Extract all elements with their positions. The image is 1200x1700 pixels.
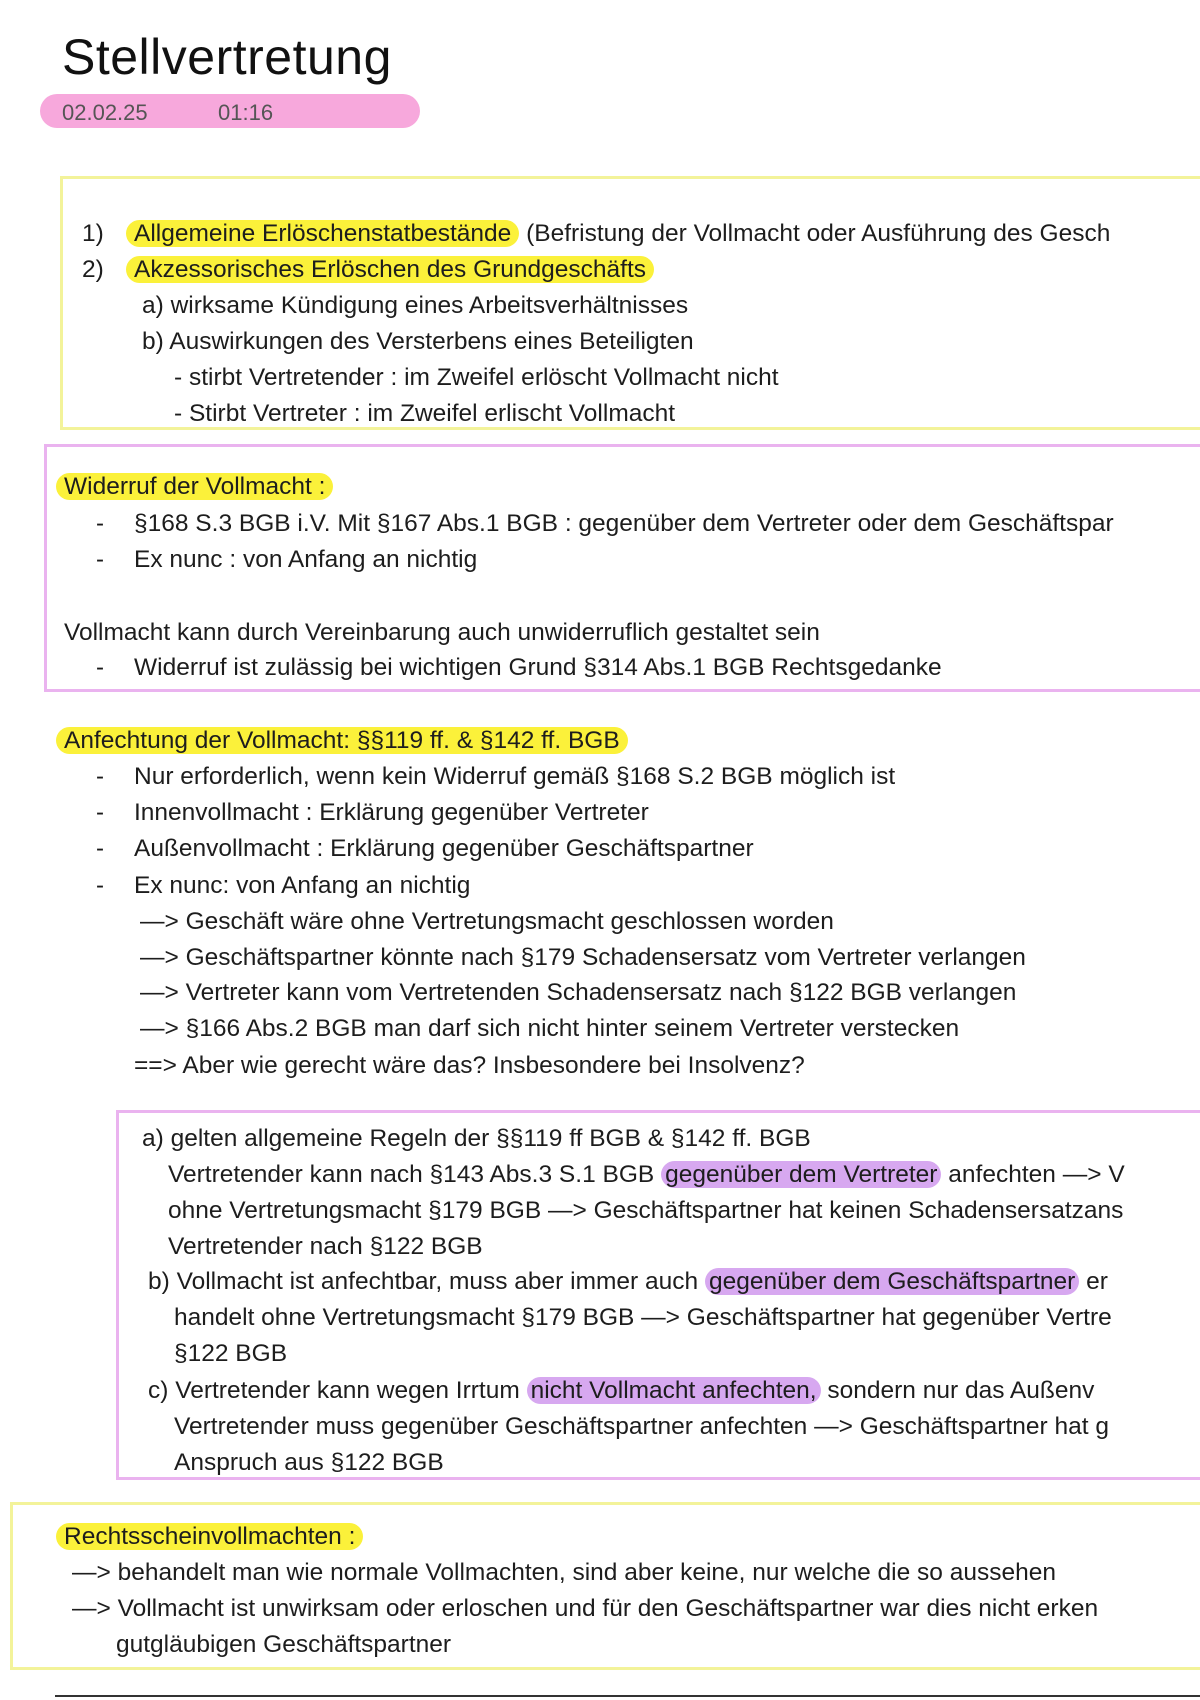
- bullet-dash: -: [96, 872, 104, 899]
- item-1-highlight: Allgemeine Erlöschenstatbestände: [126, 220, 519, 247]
- option-c-line-1: [148, 1375, 1094, 1407]
- date-label: 02.02.25: [62, 100, 148, 125]
- bullet-dash: -: [96, 546, 104, 573]
- anfechtung-bullet-3: Außenvollmacht : Erklärung gegenüber Geschäftspartner: [134, 835, 754, 862]
- anfechtung-heading-highlight: Anfechtung der Vollmacht: §§119 ff. & §142 ff. BGB: [56, 727, 628, 754]
- option-a-line-3: ohne Vertretungsmacht §179 BGB —> Geschäftspartner hat keinen Schadensersatzans: [168, 1197, 1124, 1224]
- option-a-line-1: a) gelten allgemeine Regeln der §§119 ff BGB & §142 ff. BGB: [142, 1125, 811, 1152]
- item-1-rest: (Befristung der Vollmacht oder Ausführung des Gesch: [519, 220, 1111, 247]
- bullet-dash: -: [96, 799, 104, 826]
- anfechtung-heading: [64, 725, 628, 757]
- item-2b-1: - stirbt Vertretender : im Zweifel erlöscht Vollmacht nicht: [174, 364, 779, 391]
- anfechtung-bullet-1: Nur erforderlich, wenn kein Widerruf gemäß §168 S.2 BGB möglich ist: [134, 763, 896, 790]
- bullet-dash: -: [96, 763, 104, 790]
- item-2b-2: - Stirbt Vertreter : im Zweifel erlischt Vollmacht: [174, 400, 676, 427]
- option-c-line-1-post: sondern nur das Außenv: [820, 1377, 1095, 1404]
- time-label: 01:16: [218, 100, 274, 125]
- option-c-line-2: Vertretender muss gegenüber Geschäftspartner anfechten —> Geschäftspartner hat g: [174, 1413, 1109, 1440]
- option-a-line-2: [168, 1159, 1125, 1191]
- widerruf-paragraph: Vollmacht kann durch Vereinbarung auch unwiderruflich gestaltet sein: [64, 619, 820, 646]
- option-b-line-1: [148, 1266, 1108, 1298]
- widerruf-bullet-1: §168 S.3 BGB i.V. Mit §167 Abs.1 BGB : gegenüber dem Vertreter oder dem Geschäftspar: [134, 510, 1114, 537]
- option-c-line-1-pre: c) Vertretender kann wegen Irrtum: [148, 1377, 527, 1404]
- option-b-line-3: §122 BGB: [174, 1340, 288, 1367]
- anfechtung-arrow-2: —> Geschäftspartner könnte nach §179 Schadensersatz vom Vertreter verlangen: [140, 944, 1026, 971]
- option-b-line-1-pre: b) Vollmacht ist anfechtbar, muss aber immer auch: [148, 1268, 705, 1295]
- rechtsschein-heading-highlight: Rechtsscheinvollmachten :: [56, 1523, 363, 1550]
- widerruf-bullet-2: Ex nunc : von Anfang an nichtig: [134, 546, 478, 573]
- option-a-line-4: Vertretender nach §122 BGB: [168, 1233, 483, 1260]
- date-time-bar: [40, 94, 420, 128]
- anfechtung-arrow-4: —> §166 Abs.2 BGB man darf sich nicht hinter seinem Vertreter verstecken: [140, 1015, 960, 1042]
- anfechtung-bullet-2: Innenvollmacht : Erklärung gegenüber Vertreter: [134, 799, 649, 826]
- option-b-line-1-post: er: [1079, 1268, 1108, 1295]
- item-1-text: [134, 218, 1110, 250]
- option-a-highlight: gegenüber dem Vertreter: [661, 1161, 941, 1188]
- option-a-line-2-pre: Vertretender kann nach §143 Abs.3 S.1 BGB: [168, 1161, 662, 1188]
- widerruf-bullet-3: Widerruf ist zulässig bei wichtigen Grund §314 Abs.1 BGB Rechtsgedanke: [134, 654, 942, 681]
- anfechtung-question: ==> Aber wie gerecht wäre das? Insbesondere bei Insolvenz?: [134, 1052, 805, 1079]
- option-a-line-2-post: anfechten —> V: [941, 1161, 1125, 1188]
- item-1-number: 1): [82, 220, 104, 247]
- item-2-number: 2): [82, 256, 104, 283]
- page-title: Stellvertretung: [62, 29, 392, 85]
- anfechtung-arrow-1: —> Geschäft wäre ohne Vertretungsmacht geschlossen worden: [140, 908, 834, 935]
- bullet-dash: -: [96, 654, 104, 681]
- option-c-highlight: nicht Vollmacht anfechten,: [527, 1377, 821, 1404]
- item-2b: b) Auswirkungen des Versterbens eines Beteiligten: [142, 328, 694, 355]
- rechtsschein-line-3: gutgläubigen Geschäftspartner: [116, 1631, 452, 1658]
- bullet-dash: -: [96, 835, 104, 862]
- bullet-dash: -: [96, 510, 104, 537]
- anfechtung-arrow-3: —> Vertreter kann vom Vertretenden Schadensersatz nach §122 BGB verlangen: [140, 979, 1017, 1006]
- option-b-line-2: handelt ohne Vertretungsmacht §179 BGB —> Geschäftspartner hat gegenüber Vertre: [174, 1304, 1112, 1331]
- rechtsschein-heading: [64, 1521, 363, 1553]
- item-2-highlight: Akzessorisches Erlöschen des Grundgeschäfts: [126, 256, 654, 283]
- anfechtung-bullet-4: Ex nunc: von Anfang an nichtig: [134, 872, 471, 899]
- widerruf-heading-highlight: Widerruf der Vollmacht :: [56, 473, 333, 500]
- widerruf-heading: [64, 471, 333, 503]
- rechtsschein-line-1: —> behandelt man wie normale Vollmachten, sind aber keine, nur welche die so aussehen: [72, 1559, 1056, 1586]
- option-b-highlight: gegenüber dem Geschäftspartner: [705, 1268, 1079, 1295]
- bottom-divider: [55, 1695, 1200, 1697]
- option-c-line-3: Anspruch aus §122 BGB: [174, 1449, 444, 1476]
- item-2-text: [134, 254, 654, 286]
- rechtsschein-line-2: —> Vollmacht ist unwirksam oder erloschen und für den Geschäftspartner war dies nicht erken: [72, 1595, 1099, 1622]
- item-2a: a) wirksame Kündigung eines Arbeitsverhältnisses: [142, 292, 689, 319]
